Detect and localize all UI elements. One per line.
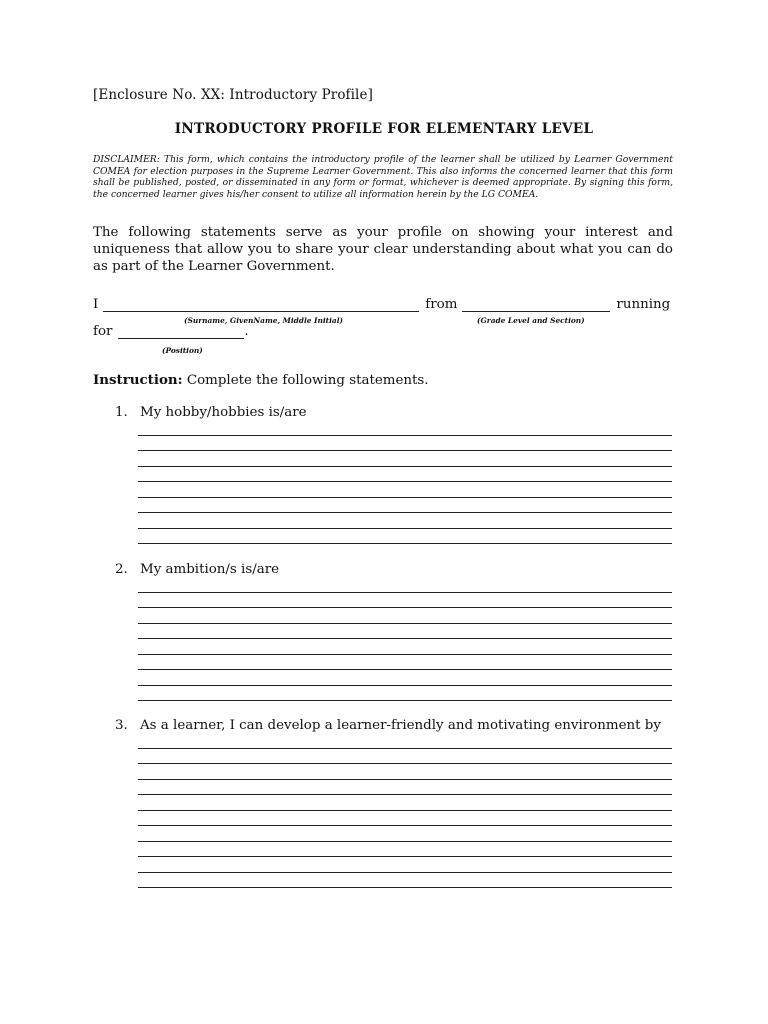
- running-word: running: [616, 297, 671, 312]
- answer-line[interactable]: [138, 577, 672, 593]
- answer-line[interactable]: [138, 482, 672, 498]
- question-3: [115, 718, 675, 733]
- name-caption: (Surname, GivenName, Middle Initial): [184, 316, 343, 325]
- answer-line[interactable]: [138, 608, 672, 624]
- from-word: from: [425, 297, 458, 312]
- grade-caption: (Grade Level and Section): [477, 316, 585, 325]
- answer-line[interactable]: [138, 686, 672, 702]
- answer-line[interactable]: [138, 873, 672, 889]
- answer-line[interactable]: [138, 749, 672, 765]
- answer-line[interactable]: [138, 451, 672, 467]
- answer-line[interactable]: [138, 529, 672, 545]
- answer-line[interactable]: [138, 513, 672, 529]
- answer-line[interactable]: [138, 795, 672, 811]
- answer-line[interactable]: [138, 842, 672, 858]
- name-blank[interactable]: [103, 298, 419, 312]
- answer-line[interactable]: [138, 420, 672, 436]
- question-number: 1.: [115, 405, 128, 420]
- disclaimer-text: DISCLAIMER: This form, which contains the introductory profile of the learner shall be utilized by Learner Government COMEA for election purposes in the Supreme Learner Government. This also informs the concerned learner that this form shall be published, posted, or disseminated in any form or format, whichever is deemed appropriate. By signing this form, the concerned learner gives his/her consent to utilize all information herein by the LG COMEA.: [93, 154, 673, 200]
- question-2: [115, 562, 675, 577]
- grade-section-blank[interactable]: [462, 298, 610, 312]
- instruction-label: Instruction:: [93, 372, 183, 388]
- answer-line[interactable]: [138, 826, 672, 842]
- position-caption: (Position): [162, 346, 203, 355]
- for-word: for: [93, 324, 113, 339]
- answer-line[interactable]: [138, 639, 672, 655]
- question-1: [115, 405, 675, 420]
- period-mark: .: [244, 324, 249, 339]
- i-word: I: [93, 297, 99, 312]
- name-grade-row: [93, 297, 673, 312]
- answer-line[interactable]: [138, 655, 672, 671]
- answer-line[interactable]: [138, 436, 672, 452]
- answer-line[interactable]: [138, 780, 672, 796]
- intro-paragraph: The following statements serve as your profile on showing your interest and uniqueness that allow you to share your clear understanding about what you can do as part of the Learner Government.: [93, 225, 673, 274]
- question-text: My hobby/hobbies is/are: [140, 405, 307, 420]
- answer-lines-1[interactable]: [138, 420, 672, 544]
- answer-lines-3[interactable]: [138, 733, 672, 888]
- answer-line[interactable]: [138, 670, 672, 686]
- position-blank[interactable]: [118, 325, 244, 339]
- answer-line[interactable]: [138, 811, 672, 827]
- question-number: 3.: [115, 718, 128, 733]
- answer-line[interactable]: [138, 624, 672, 640]
- answer-line[interactable]: [138, 857, 672, 873]
- answer-line[interactable]: [138, 733, 672, 749]
- answer-line[interactable]: [138, 764, 672, 780]
- instruction-text: Complete the following statements.: [186, 373, 429, 388]
- position-row: [93, 324, 673, 339]
- instruction: [93, 372, 429, 388]
- question-number: 2.: [115, 562, 128, 577]
- question-text: My ambition/s is/are: [140, 562, 280, 577]
- page-title: INTRODUCTORY PROFILE FOR ELEMENTARY LEVEL: [174, 121, 594, 137]
- answer-line[interactable]: [138, 467, 672, 483]
- answer-line[interactable]: [138, 498, 672, 514]
- answer-line[interactable]: [138, 593, 672, 609]
- answer-lines-2[interactable]: [138, 577, 672, 701]
- enclosure-label: [Enclosure No. XX: Introductory Profile]: [93, 87, 373, 103]
- question-text: As a learner, I can develop a learner-friendly and motivating environment by: [140, 718, 661, 733]
